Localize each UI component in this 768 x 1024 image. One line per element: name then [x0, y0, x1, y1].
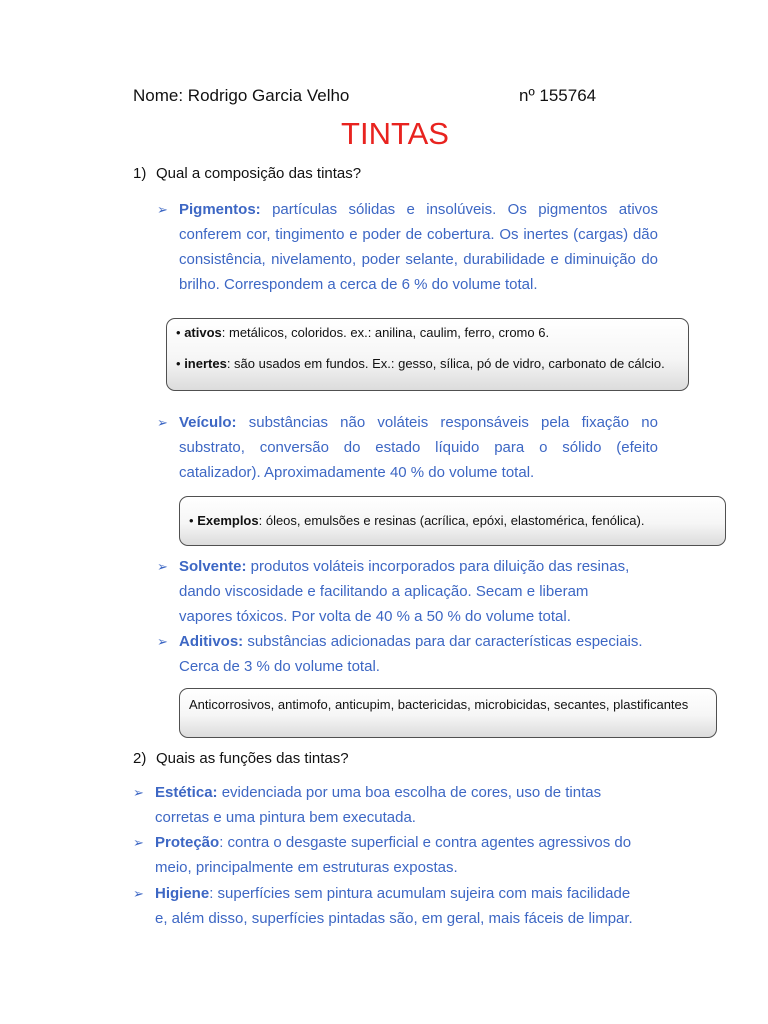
arrow-bullet-icon: ➢	[157, 202, 168, 217]
arrow-bullet-icon: ➢	[157, 634, 168, 649]
ativos-label: ativos	[184, 325, 222, 340]
higiene-line-1	[155, 881, 655, 906]
veiculo-examples-box	[179, 496, 726, 546]
arrow-bullet-icon: ➢	[133, 886, 144, 901]
pigment-types-box	[166, 318, 689, 391]
aditivos-line-1	[179, 629, 669, 654]
solvente-line-2: dando viscosidade e facilitando a aplicação. Secam e liberam	[179, 583, 589, 600]
question-1-number: 1)	[133, 165, 147, 182]
bullet-dot: •	[176, 356, 181, 371]
box-inertes	[176, 356, 676, 372]
aditivos-label: Aditivos:	[179, 633, 244, 650]
estetica-label: Estética:	[155, 784, 218, 801]
ativos-text: : metálicos, coloridos. ex.: anilina, caulim, ferro, cromo 6.	[221, 325, 550, 340]
aditivos-text-1: substâncias adicionadas para dar características especiais.	[243, 633, 643, 650]
question-1-text: Qual a composição das tintas?	[156, 165, 362, 182]
pigmentos-label: Pigmentos:	[179, 201, 261, 218]
question-2	[133, 750, 433, 770]
solvente-label: Solvente:	[179, 558, 247, 575]
solvente-line-1	[179, 554, 669, 579]
aditivos-examples-box	[179, 688, 717, 738]
estetica-line-1	[155, 780, 655, 805]
box-exemplos	[189, 513, 719, 528]
arrow-bullet-icon: ➢	[157, 559, 168, 574]
solvente-line-3: vapores tóxicos. Por volta de 40 % a 50 % do volume total.	[179, 608, 571, 625]
pigmentos-paragraph	[179, 197, 658, 297]
aditivos-examples-text: Anticorrosivos, antimofo, anticupim, bactericidas, microbicidas, secantes, plastificantes	[189, 697, 689, 712]
higiene-label: Higiene	[155, 885, 210, 902]
solvente-text-1: produtos voláteis incorporados para diluição das resinas,	[246, 558, 630, 575]
higiene-line-2: e, além disso, superfícies pintadas são, em geral, mais fáceis de limpar.	[155, 910, 633, 927]
exemplos-text: : óleos, emulsões e resinas (acrílica, epóxi, elastomérica, fenólica).	[258, 513, 645, 528]
estetica-text-1: evidenciada por uma boa escolha de cores, uso de tintas	[217, 784, 602, 801]
estetica-paragraph	[155, 780, 655, 830]
protecao-text-1: : contra o desgaste superficial e contra agentes agressivos do	[219, 834, 632, 851]
solvente-paragraph	[179, 554, 669, 629]
arrow-bullet-icon: ➢	[133, 785, 144, 800]
protecao-label: Proteção	[155, 834, 220, 851]
higiene-text-1: : superfícies sem pintura acumulam sujeira com mais facilidade	[209, 885, 631, 902]
bullet-dot: •	[176, 325, 181, 340]
protecao-line-1	[155, 830, 655, 855]
bullet-dot: •	[189, 513, 194, 528]
aditivos-line-2: Cerca de 3 % do volume total.	[179, 658, 380, 675]
arrow-bullet-icon: ➢	[133, 835, 144, 850]
aditivos-paragraph	[179, 629, 669, 679]
page-title: TINTAS	[341, 116, 449, 151]
pigmentos-text: partículas sólidas e insolúveis. Os pigmentos ativos conferem cor, tingimento e poder de cobertura. Os inertes (cargas) dão consistência, nivelamento, poder selante, durabilidade e diminuição do brilho. Correspondem a cerca de 6 % do volume total.	[179, 201, 658, 293]
exemplos-label: Exemplos	[197, 513, 259, 528]
estetica-line-2: corretas e uma pintura bem executada.	[155, 809, 416, 826]
arrow-bullet-icon: ➢	[157, 415, 168, 430]
higiene-paragraph	[155, 881, 655, 931]
veiculo-paragraph	[179, 410, 658, 485]
veiculo-label: Veículo:	[179, 414, 237, 431]
question-2-number: 2)	[133, 750, 147, 767]
protecao-paragraph	[155, 830, 655, 880]
inertes-text: : são usados em fundos. Ex.: gesso, sílica, pó de vidro, carbonato de cálcio.	[226, 356, 665, 371]
question-2-text: Quais as funções das tintas?	[156, 750, 349, 767]
protecao-line-2: meio, principalmente em estruturas expostas.	[155, 859, 458, 876]
student-name: Nome: Rodrigo Garcia Velho	[133, 86, 350, 105]
veiculo-text: substâncias não voláteis responsáveis pela fixação no substrato, conversão do estado líquido para o sólido (efeito catalizador). Aproximadamente 40 % do volume total.	[179, 414, 658, 481]
box-ativos	[176, 325, 681, 340]
student-number: nº 155764	[519, 86, 597, 105]
inertes-label: inertes	[184, 356, 227, 371]
question-1	[133, 165, 433, 185]
